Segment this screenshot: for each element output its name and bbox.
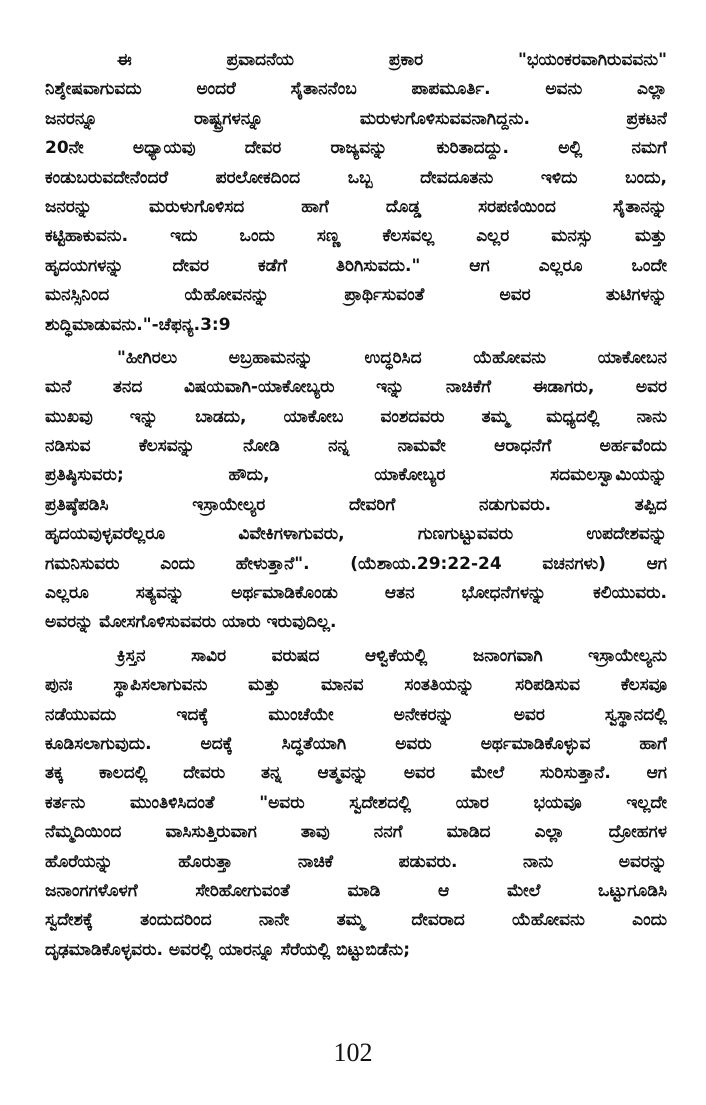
text-line: ಸ್ವದೇಶಕ್ಕೆ ತಂದುದರಿಂದ ನಾನೇ ತಮ್ಮ ದೇವರಾದ ಯೆಹೋವನು ಎಂದು xyxy=(45,910,667,931)
text-line: ನಡಿಸುವ ಕೆಲಸವನ್ನು ನೋಡಿ ನನ್ನ ನಾಮವೇ ಆರಾಧನೆಗೆ ಅರ್ಹವೆಂದು xyxy=(45,436,667,457)
text-line: ಮುಖವು ಇನ್ನು ಬಾಡದು, ಯಾಕೋಬ ವಂಶದವರು ತಮ್ಮ ಮಧ್ಯದಲ್ಲಿ ನಾನು xyxy=(45,406,667,427)
text-line: ನಡೆಯುವದು ಇದಕ್ಕೆ ಮುಂಚೆಯೇ ಅನೇಕರನ್ನು ಅವರ ಸ್ವಸ್ಥಾನದಲ್ಲಿ xyxy=(45,704,667,725)
text-line: ಕ್ರಿಸ್ತನ ಸಾವಿರ ವರುಷದ ಆಳ್ವಿಕೆಯಲ್ಲಿ ಜನಾಂಗವಾಗಿ ಇಸ್ರಾಯೇಲ್ಯನು xyxy=(117,645,667,666)
text-line: ಹೃದಯವುಳ್ಳವರೆಲ್ಲರೂ ವಿವೇಕಿಗಳಾಗುವರು, ಗುಣಗುಟ್ಟುವವರು ಉಪದೇಶವನ್ನು xyxy=(45,524,667,545)
page-number: 102 xyxy=(333,1038,373,1067)
text-line: ಕಟ್ಟಿಹಾಕುವನು. ಇದು ಒಂದು ಸಣ್ಣ ಕೆಲಸವಲ್ಲ ಎಲ್ಲರ ಮನಸ್ಸು ಮತ್ತು xyxy=(45,226,667,247)
paragraph-3 xyxy=(45,642,667,965)
text-line: ನೆಮ್ಮದಿಯಿಂದ ವಾಸಿಸುತ್ತಿರುವಾಗ ತಾವು ನನಗೆ ಮಾಡಿದ ಎಲ್ಲಾ ದ್ರೋಹಗಳ xyxy=(45,822,667,843)
text-line: ಕರ್ತನು ಮುಂತಿಳಿಸಿದಂತೆ "ಅವರು ಸ್ವದೇಶದಲ್ಲಿ ಯಾರ ಭಯವೂ ಇಲ್ಲದೇ xyxy=(45,792,667,813)
text-line: ಪ್ರತಿಷ್ಠಿಸುವರು; ಹೌದು, ಯಾಕೋಬ್ಯರ ಸದಮಲಸ್ವಾಮಿಯನ್ನು xyxy=(45,465,667,486)
page-body xyxy=(45,46,667,965)
text-line: ದೃಢಮಾಡಿಕೊಳ್ಳವರು. ಅವರಲ್ಲಿ ಯಾರನ್ನೂ ಸೆರೆಯಲ್ಲಿ ಬಿಟ್ಟುಬಿಡೆನು; xyxy=(45,939,410,960)
paragraph-1 xyxy=(45,46,667,340)
text-line: ಮನೆ ತನದ ವಿಷಯವಾಗಿ-ಯಾಕೋಬ್ಯರು ಇನ್ನು ನಾಚಿಕೆಗೆ ಈಡಾಗರು, ಅವರ xyxy=(45,377,667,398)
text-line: ಜನರನ್ನು ಮರುಳುಗೊಳಿಸದ ಹಾಗೆ ದೊಡ್ಡ ಸರಪಣಿಯಿಂದ ಸೈತಾನನ್ನು xyxy=(45,196,667,217)
text-line: ಮನಸ್ಸಿನಿಂದ ಯೆಹೋವನನ್ನು ಪ್ರಾರ್ಥಿಸುವಂತೆ ಅವರ ತುಟಿಗಳನ್ನು xyxy=(45,285,667,306)
text-line: 20ನೇ ಅಧ್ಯಾಯವು ದೇವರ ರಾಜ್ಯವನ್ನು ಕುರಿತಾದದ್ದು. ಅಲ್ಲಿ ನಮಗೆ xyxy=(45,138,667,159)
text-line: ಹೊರೆಯನ್ನು ಹೊರುತ್ತಾ ನಾಚಿಕೆ ಪಡುವರು. ನಾನು ಅವರನ್ನು xyxy=(45,851,667,872)
text-line: ಹೃದಯಗಳನ್ನು ದೇವರ ಕಡೆಗೆ ತಿರಿಗಿಸುವದು." ಆಗ ಎಲ್ಲರೂ ಒಂದೇ xyxy=(45,255,667,276)
text-line: "ಹೀಗಿರಲು ಅಬ್ರಹಾಮನನ್ನು ಉದ್ಧರಿಸಿದ ಯೆಹೋವನು ಯಾಕೋಬನ xyxy=(117,347,667,368)
text-line: ಕೂಡಿಸಲಾಗುವುದು. ಅದಕ್ಕೆ ಸಿದ್ಧತೆಯಾಗಿ ಅವರು ಅರ್ಥಮಾಡಿಕೊಳ್ಳುವ ಹಾಗೆ xyxy=(45,733,667,754)
text-line: ಪ್ರತಿಷ್ಠೆಪಡಿಸಿ ಇಸ್ರಾಯೇಲ್ಯರ ದೇವರಿಗೆ ನಡುಗುವರು. ತಪ್ಪಿದ xyxy=(45,494,667,515)
text-line: ಈ ಪ್ರವಾದನೆಯ ಪ್ರಕಾರ "ಭಯಂಕರವಾಗಿರುವವನು" xyxy=(117,50,667,70)
text-line: ಎಲ್ಲರೂ ಸತ್ಯವನ್ನು ಅರ್ಥಮಾಡಿಕೊಂಡು ಆತನ ಭೋಧನೆಗಳನ್ನು ಕಲಿಯುವರು. xyxy=(45,583,667,604)
paragraph-2 xyxy=(45,344,667,638)
text-line: ನಿಶ್ಶೇಷವಾಗುವದು ಅಂದರೆ ಸೈತಾನನೆಂಬ ಪಾಪಮೂರ್ತಿ. ಅವನು ಎಲ್ಲಾ xyxy=(45,79,667,100)
text-line: ಜನಾಂಗಗಳೊಳಗೆ ಸೇರಿಹೋಗುವಂತೆ ಮಾಡಿ ಆ ಮೇಲೆ ಒಟ್ಟುಗೂಡಿಸಿ xyxy=(45,880,667,901)
text-line: ತಕ್ಕ ಕಾಲದಲ್ಲಿ ದೇವರು ತನ್ನ ಆತ್ಮವನ್ನು ಅವರ ಮೇಲೆ ಸುರಿಸುತ್ತಾನೆ. ಆಗ xyxy=(45,763,667,784)
text-line: ಕಂಡುಬರುವದೇನೆಂದರೆ ಪರಲೋಕದಿಂದ ಒಬ್ಬ ದೇವದೂತನು ಇಳಿದು ಬಂದು, xyxy=(45,167,667,188)
text-line: ಪುನಃ ಸ್ಥಾಪಿಸಲಾಗುವನು ಮತ್ತು ಮಾನವ ಸಂತತಿಯನ್ನು ಸರಿಪಡಿಸುವ ಕೆಲಸವೂ xyxy=(45,675,667,696)
text-line: ಶುದ್ಧಿಮಾಡುವನು."-ಚೆಫನ್ಯ.3:9 xyxy=(45,314,231,335)
text-line: ಜನರನ್ನೂ ರಾಷ್ಟ್ರಗಳನ್ನೂ ಮರುಳುಗೊಳಿಸುವವನಾಗಿದ್ದನು. ಪ್ರಕಟನೆ xyxy=(45,108,667,129)
text-line: ಅವರನ್ನು ಮೋಸಗೊಳಿಸುವವರು ಯಾರು ಇರುವುದಿಲ್ಲ. xyxy=(45,612,337,633)
text-line: ಗಮನಿಸುವರು ಎಂದು ಹೇಳುತ್ತಾನೆ". (ಯೆಶಾಯ.29:22-24 ವಚನಗಳು) ಆಗ xyxy=(45,553,667,574)
